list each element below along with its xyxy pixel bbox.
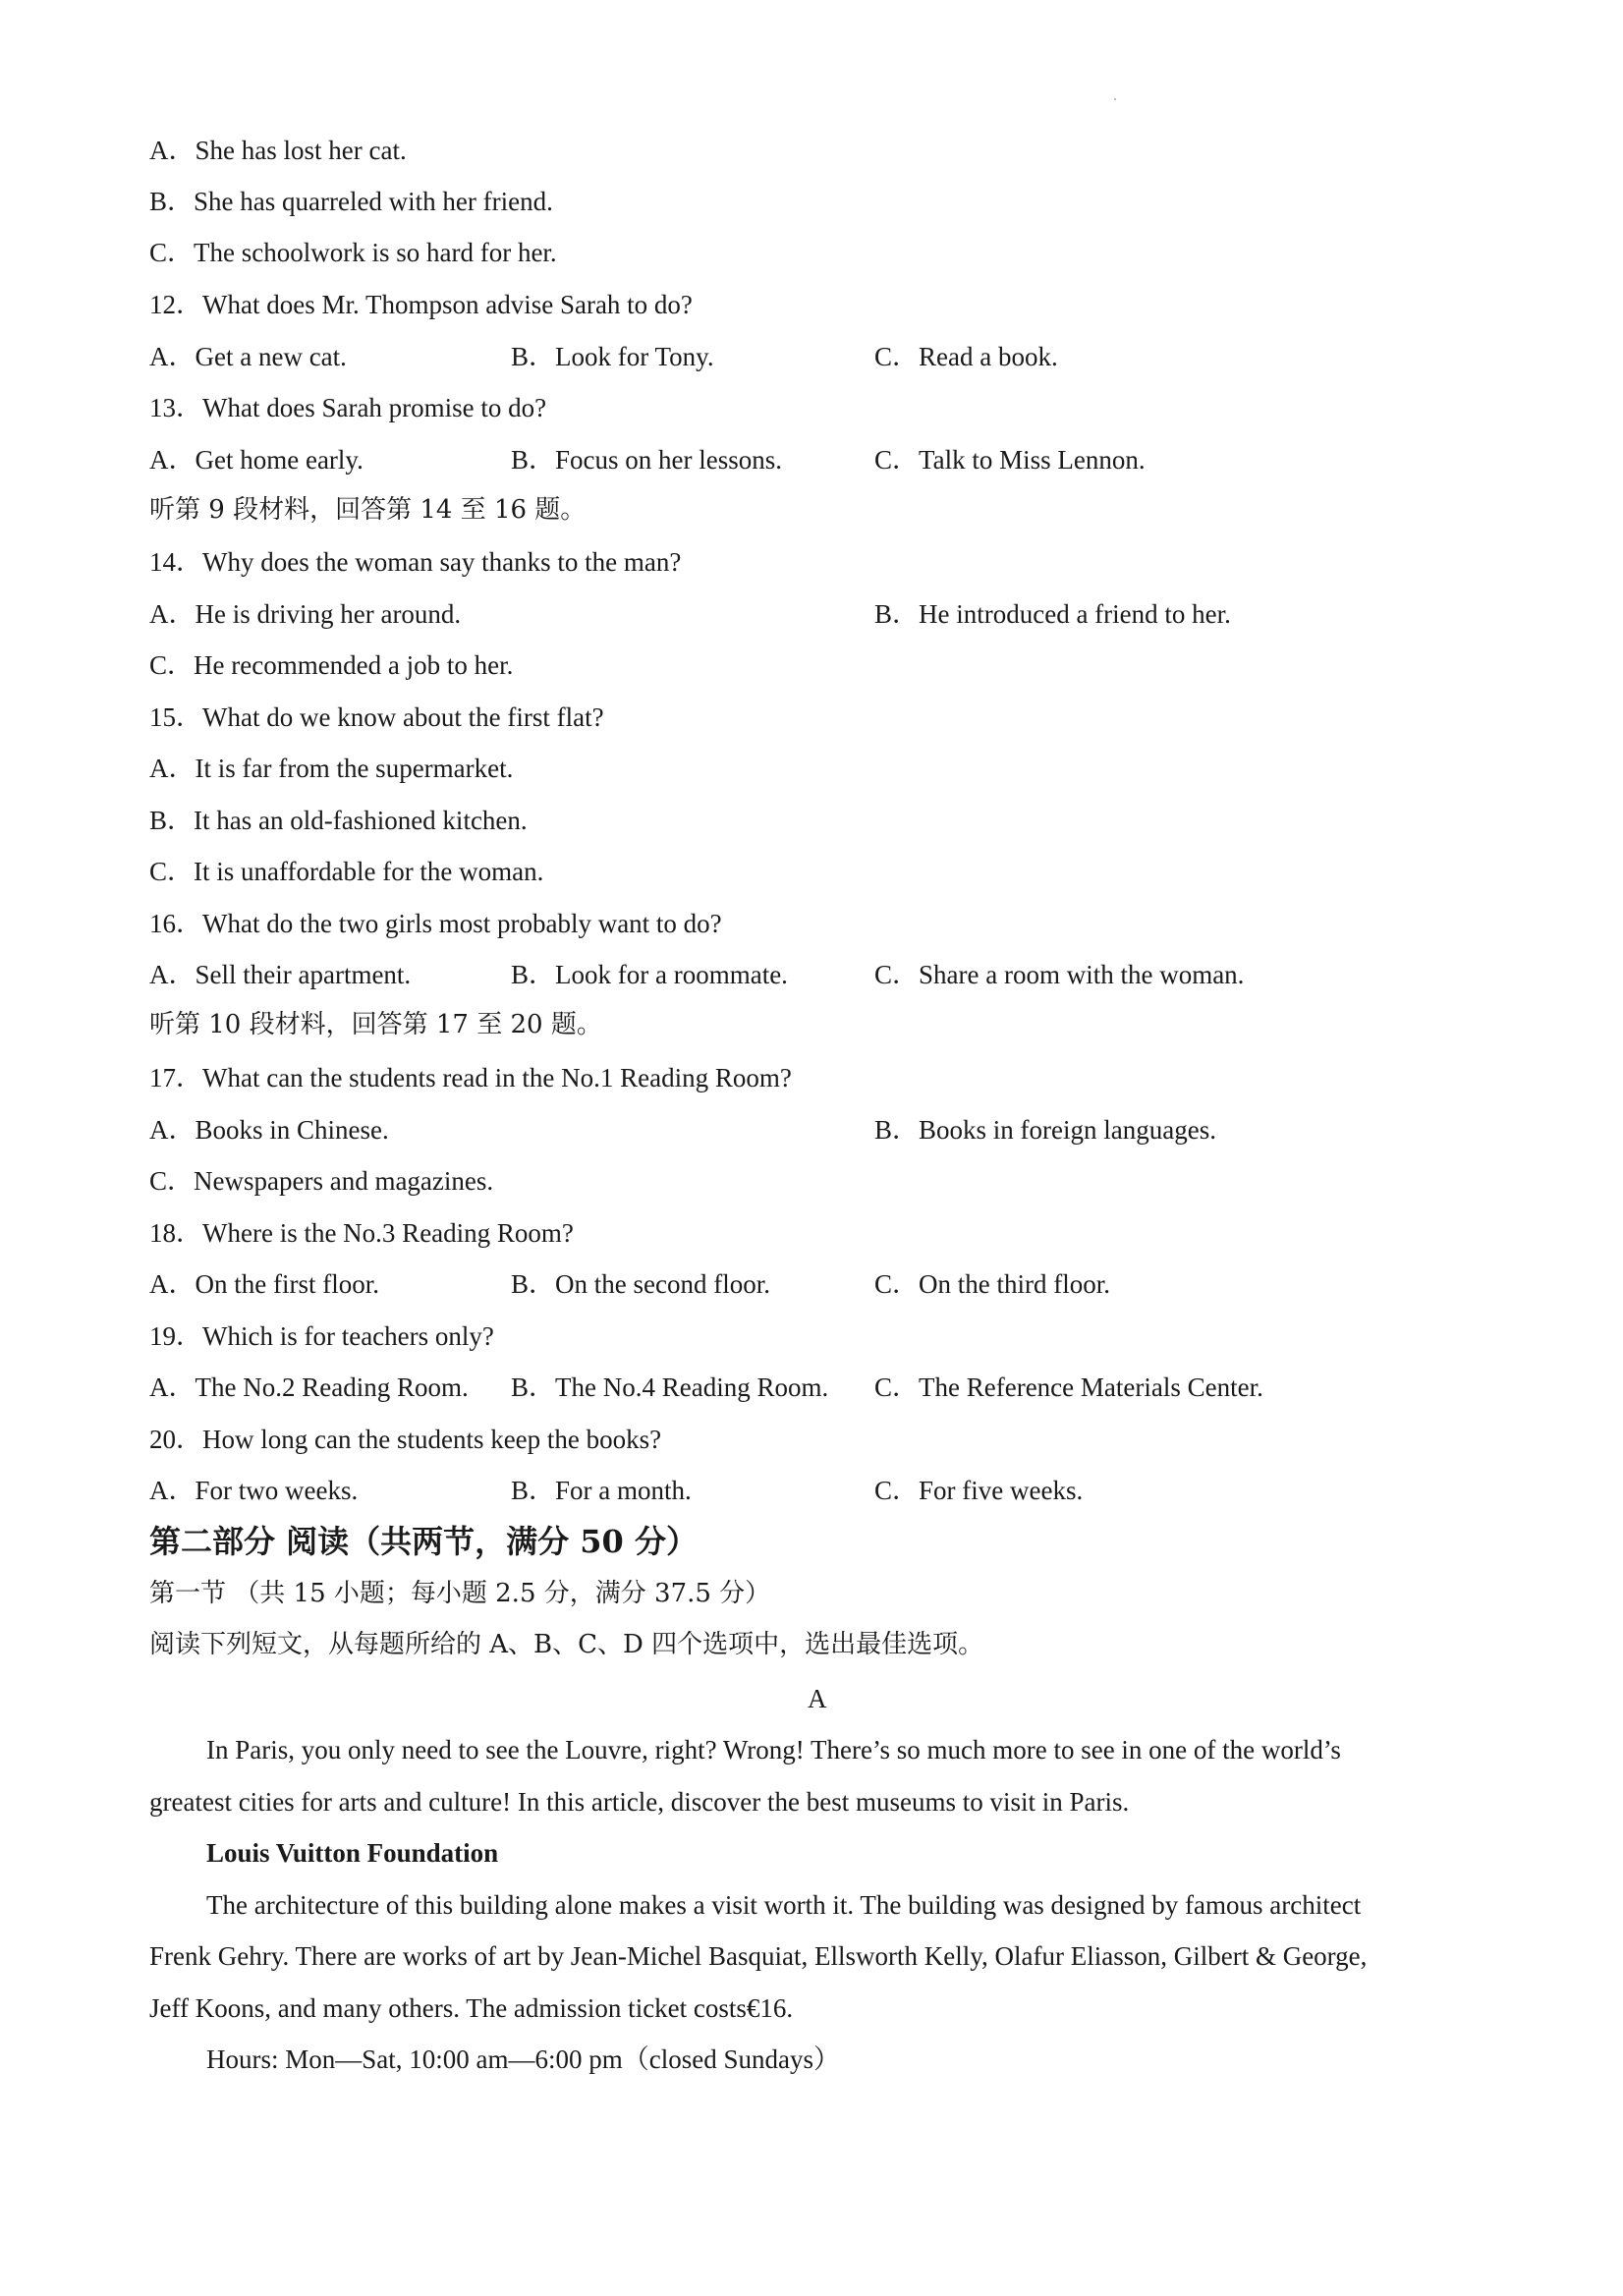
q15-option-c: C．It is unaffordable for the woman. [149,857,544,886]
section-9-instruction: 听第 9 段材料，回答第 14 至 16 题。 [149,495,587,525]
passage-label: A [808,1684,827,1713]
q12-option-c: C．Read a book. [874,342,1058,371]
q17-option-a: A．Books in Chinese. [149,1115,389,1145]
q11-option-c: C．The schoolwork is so hard for her. [149,238,557,267]
question-18: 18．Where is the No.3 Reading Room? [149,1218,574,1248]
question-17: 17．What can the students read in the No.1 Reading Room? [149,1063,792,1092]
passage-paragraph-1-line-1: In Paris, you only need to see the Louvre, right? Wrong! There’s so much more to see in one of the world’s [206,1735,1341,1764]
hours-line: Hours: Mon—Sat, 10:00 am—6:00 pm（closed Sundays） [206,2044,840,2074]
scan-speck [1114,98,1116,100]
question-19: 19．Which is for teachers only? [149,1321,494,1351]
q16-option-b: B．Look for a roommate. [511,960,788,989]
passage-paragraph-2-line-3: Jeff Koons, and many others. The admission ticket costs€16. [149,1993,794,2023]
q15-option-a: A．It is far from the supermarket. [149,754,514,783]
q19-option-b: B．The No.4 Reading Room. [511,1372,829,1402]
q12-option-b: B．Look for Tony. [511,342,714,371]
part-two-heading: 第二部分 阅读（共两节，满分 50 分） [149,1523,698,1560]
section-one-heading: 第一节 （共 15 小题；每小题 2.5 分，满分 37.5 分） [149,1579,771,1608]
q12-option-a: A．Get a new cat. [149,342,347,371]
q17-option-c: C．Newspapers and magazines. [149,1166,494,1196]
q18-option-c: C．On the third floor. [874,1269,1110,1299]
q14-option-c: C．He recommended a job to her. [149,650,514,680]
q18-option-a: A．On the first floor. [149,1269,379,1299]
question-13: 13．What does Sarah promise to do? [149,393,547,422]
q14-option-a: A．He is driving her around. [149,599,462,629]
q11-option-a: A．She has lost her cat. [149,136,407,165]
question-12: 12．What does Mr. Thompson advise Sarah to do? [149,290,693,319]
q14-option-b: B．He introduced a friend to her. [874,599,1231,629]
q13-option-b: B．Focus on her lessons. [511,445,782,475]
question-16: 16．What do the two girls most probably want to do? [149,909,722,938]
q16-option-c: C．Share a room with the woman. [874,960,1245,989]
q13-option-c: C．Talk to Miss Lennon. [874,445,1146,475]
question-20: 20．How long can the students keep the books? [149,1425,662,1454]
subheading-louis-vuitton: Louis Vuitton Foundation [206,1838,499,1868]
passage-paragraph-1-line-2: greatest cities for arts and culture! In this article, discover the best museums to visit in Paris. [149,1787,1130,1817]
q18-option-b: B．On the second floor. [511,1269,770,1299]
q15-option-b: B．It has an old-fashioned kitchen. [149,806,528,835]
q20-option-b: B．For a month. [511,1476,692,1505]
q19-option-c: C．The Reference Materials Center. [874,1372,1263,1402]
reading-instruction: 阅读下列短文，从每题所给的 A、B、C、D 四个选项中，选出最佳选项。 [149,1630,984,1659]
q20-option-a: A．For two weeks. [149,1476,359,1505]
q19-option-a: A．The No.2 Reading Room. [149,1372,469,1402]
passage-paragraph-2-line-2: Frenk Gehry. There are works of art by Jean-Michel Basquiat, Ellsworth Kelly, Olafur Eliasson, Gilbert & George, [149,1941,1368,1971]
passage-paragraph-2-line-1: The architecture of this building alone makes a visit worth it. The building was designed by famous architect [206,1890,1362,1920]
q16-option-a: A．Sell their apartment. [149,960,412,989]
q11-option-b: B．She has quarreled with her friend. [149,187,553,216]
question-14: 14．Why does the woman say thanks to the man? [149,547,682,577]
q13-option-a: A．Get home early. [149,445,364,475]
section-10-instruction: 听第 10 段材料，回答第 17 至 20 题。 [149,1010,602,1039]
question-15: 15．What do we know about the first flat? [149,702,604,732]
q20-option-c: C．For five weeks. [874,1476,1084,1505]
q17-option-b: B．Books in foreign languages. [874,1115,1216,1145]
